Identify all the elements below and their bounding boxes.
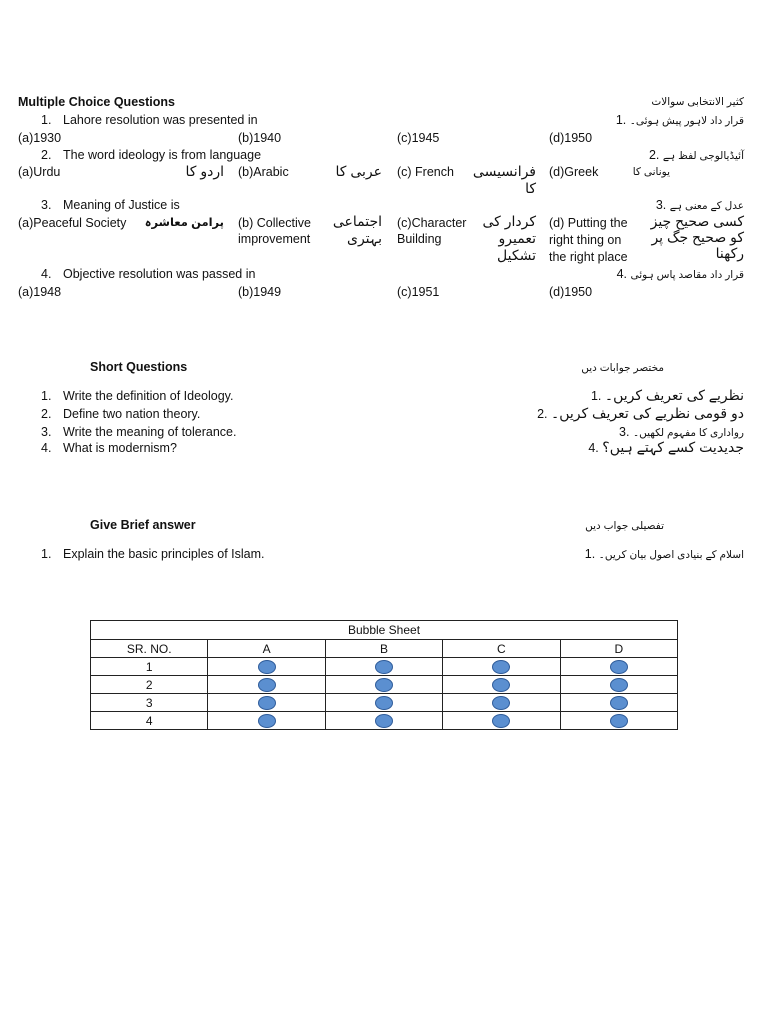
short-q3-urdu-text: رواداری کا مفہوم لکھیں۔ — [632, 427, 744, 439]
mcq-q1-option-c: (c)1945 — [397, 131, 440, 145]
bubble-cell-c — [443, 676, 560, 694]
bubble-3b[interactable] — [375, 696, 393, 710]
brief-q1-urdu — [585, 546, 744, 563]
mcq-q3-option-c: (c)Character Building — [397, 216, 467, 246]
short-q2-number: 2. — [41, 407, 52, 421]
mcq-q2-urdu-number: 2. — [648, 148, 660, 162]
mcq-q1-option-b: (b)1940 — [238, 131, 282, 145]
short-q1-urdu-number: 1. — [590, 389, 602, 403]
bubble-row-number: 1 — [91, 658, 208, 676]
brief-q1-urdu-number: 1. — [584, 547, 596, 561]
mcq-q2-option-a-urdu: اردو کا — [185, 163, 224, 179]
brief-q1-number: 1. — [41, 547, 52, 561]
bubble-cell-d — [560, 712, 677, 730]
bubble-cell-b — [325, 694, 442, 712]
short-q3-text: Write the meaning of tolerance. — [63, 425, 237, 439]
bubble-row — [91, 658, 678, 676]
brief-q1-text: Explain the basic principles of Islam. — [63, 547, 265, 561]
mcq-q1-text: Lahore resolution was presented in — [63, 113, 258, 127]
bubble-sheet-title: Bubble Sheet — [91, 621, 678, 640]
bubble-row — [91, 712, 678, 730]
short-q2-text: Define two nation theory. — [63, 407, 201, 421]
short-q3-number: 3. — [41, 425, 52, 439]
short-q4-urdu-text: جدیدیت کسے کہتے ہیں؟ — [602, 439, 744, 455]
bubble-row-number: 2 — [91, 676, 208, 694]
bubble-1d[interactable] — [610, 660, 628, 674]
mcq-q4-option-a: (a)1948 — [18, 285, 62, 299]
mcq-q3-urdu-text: عدل کے معنی ہے — [669, 200, 744, 212]
mcq-q4-text: Objective resolution was passed in — [63, 267, 256, 281]
mcq-q2-urdu — [649, 147, 744, 164]
bubble-cell-d — [560, 676, 677, 694]
mcq-q3-urdu-number: 3. — [655, 198, 667, 212]
short-q4-urdu-number: 4. — [588, 441, 599, 455]
mcq-q2-option-d: (d)Greek — [549, 165, 599, 179]
short-q4-number: 4. — [41, 441, 52, 455]
bubble-3d[interactable] — [610, 696, 628, 710]
short-q3-urdu-number: 3. — [619, 425, 630, 439]
bubble-1b[interactable] — [375, 660, 393, 674]
bubble-4c[interactable] — [492, 714, 510, 728]
bubble-row — [91, 694, 678, 712]
mcq-q4-number: 4. — [41, 267, 52, 281]
bubble-cell-c — [443, 658, 560, 676]
bubble-cell-a — [208, 712, 325, 730]
mcq-q3-option-b: (b) Collective improvement — [238, 216, 311, 246]
bubble-cell-a — [208, 676, 325, 694]
bubble-1c[interactable] — [492, 660, 510, 674]
bubble-sheet-header-row — [91, 640, 678, 658]
bubble-3c[interactable] — [492, 696, 510, 710]
mcq-q1-number: 1. — [41, 113, 52, 127]
mcq-q1-urdu — [616, 112, 744, 129]
short-q1-urdu-text: نظریے کی تعریف کریں۔ — [604, 387, 744, 403]
short-q1-text: Write the definition of Ideology. — [63, 389, 234, 403]
mcq-q4-option-c: (c)1951 — [397, 285, 440, 299]
bubble-cell-b — [325, 712, 442, 730]
brief-q1-urdu-text: اسلام کے بنیادی اصول بیان کریں۔ — [598, 549, 744, 561]
mcq-q4-urdu-number: 4. — [616, 267, 628, 281]
bubble-cell-d — [560, 694, 677, 712]
bubble-cell-a — [208, 658, 325, 676]
bubble-cell-c — [443, 712, 560, 730]
mcq-heading: Multiple Choice Questions — [18, 95, 175, 109]
header-sr-no: SR. NO. — [91, 640, 208, 658]
header-option-a: A — [208, 640, 325, 658]
mcq-q2-text: The word ideology is from language — [63, 148, 262, 162]
bubble-sheet-table — [90, 620, 678, 730]
bubble-cell-c — [443, 694, 560, 712]
mcq-q1-option-a: (a)1930 — [18, 131, 62, 145]
mcq-q3-option-c-urdu: کردار کی تعمیرو تشکیل — [482, 213, 536, 263]
mcq-q2-option-b-urdu: عربی کا — [335, 163, 382, 179]
mcq-q3-option-b-urdu: اجتماعی بہتری — [332, 213, 382, 246]
short-q2-urdu-number: 2. — [537, 407, 548, 421]
mcq-q4-option-d: (d)1950 — [549, 285, 593, 299]
brief-heading: Give Brief answer — [90, 518, 196, 532]
bubble-1a[interactable] — [258, 660, 276, 674]
bubble-row-number: 3 — [91, 694, 208, 712]
short-q2-urdu — [537, 405, 744, 422]
mcq-q3-option-d-urdu: کسی صحیح چیز کو صحیح جگ پر رکھنا — [650, 213, 744, 261]
bubble-row — [91, 676, 678, 694]
short-q1-number: 1. — [41, 389, 52, 403]
mcq-heading-urdu: کثیر الانتخابی سوالات — [651, 96, 744, 108]
mcq-q2-option-b: (b)Arabic — [238, 165, 289, 179]
mcq-q1-urdu-text: قرار داد لاہور پیش ہوئی۔ — [629, 115, 744, 127]
short-q1-urdu — [591, 387, 744, 404]
mcq-q1-urdu-number: 1. — [615, 113, 627, 127]
bubble-2c[interactable] — [492, 678, 510, 692]
mcq-q2-option-c-urdu: فرانسیسی کا — [472, 163, 536, 196]
bubble-cell-d — [560, 658, 677, 676]
short-q4-text: What is modernism? — [63, 441, 177, 455]
header-option-d: D — [560, 640, 677, 658]
bubble-row-number: 4 — [91, 712, 208, 730]
bubble-4b[interactable] — [375, 714, 393, 728]
mcq-q3-option-a-urdu: پرامن معاشرہ — [144, 217, 224, 229]
bubble-3a[interactable] — [258, 696, 276, 710]
bubble-2b[interactable] — [375, 678, 393, 692]
mcq-q2-number: 2. — [41, 148, 52, 162]
short-heading: Short Questions — [90, 360, 188, 374]
bubble-4a[interactable] — [258, 714, 276, 728]
mcq-q3-number: 3. — [41, 198, 52, 212]
short-heading-urdu: مختصر جوابات دیں — [581, 362, 664, 374]
mcq-q2-option-c: (c) French — [397, 165, 454, 179]
mcq-q3-text: Meaning of Justice is — [63, 198, 180, 212]
mcq-q4-urdu — [617, 266, 744, 283]
bubble-cell-a — [208, 694, 325, 712]
short-q4-urdu — [588, 439, 744, 456]
header-option-c: C — [443, 640, 560, 658]
mcq-q3-urdu — [656, 197, 744, 214]
bubble-cell-b — [325, 676, 442, 694]
mcq-q2-urdu-text: آئیڈیالوجی لفظ ہے — [662, 150, 744, 162]
bubble-2a[interactable] — [258, 678, 276, 692]
mcq-q2-option-a: (a)Urdu — [18, 165, 61, 179]
brief-heading-urdu: تفصیلی جواب دیں — [585, 520, 664, 532]
mcq-q4-urdu-text: قرار داد مقاصد پاس ہوئی — [630, 269, 744, 281]
bubble-cell-b — [325, 658, 442, 676]
bubble-sheet-title-row — [91, 621, 678, 640]
bubble-4d[interactable] — [610, 714, 628, 728]
mcq-q2-option-d-urdu: یونانی کا — [632, 166, 670, 178]
bubble-2d[interactable] — [610, 678, 628, 692]
short-q2-urdu-text: دو قومی نظریے کی تعریف کریں۔ — [551, 405, 744, 421]
mcq-q3-option-a: (a)Peaceful Society — [18, 216, 127, 230]
mcq-q4-option-b: (b)1949 — [238, 285, 282, 299]
mcq-q1-option-d: (d)1950 — [549, 131, 593, 145]
mcq-q3-option-d: (d) Putting the right thing on the right place — [549, 216, 628, 264]
header-option-b: B — [325, 640, 442, 658]
